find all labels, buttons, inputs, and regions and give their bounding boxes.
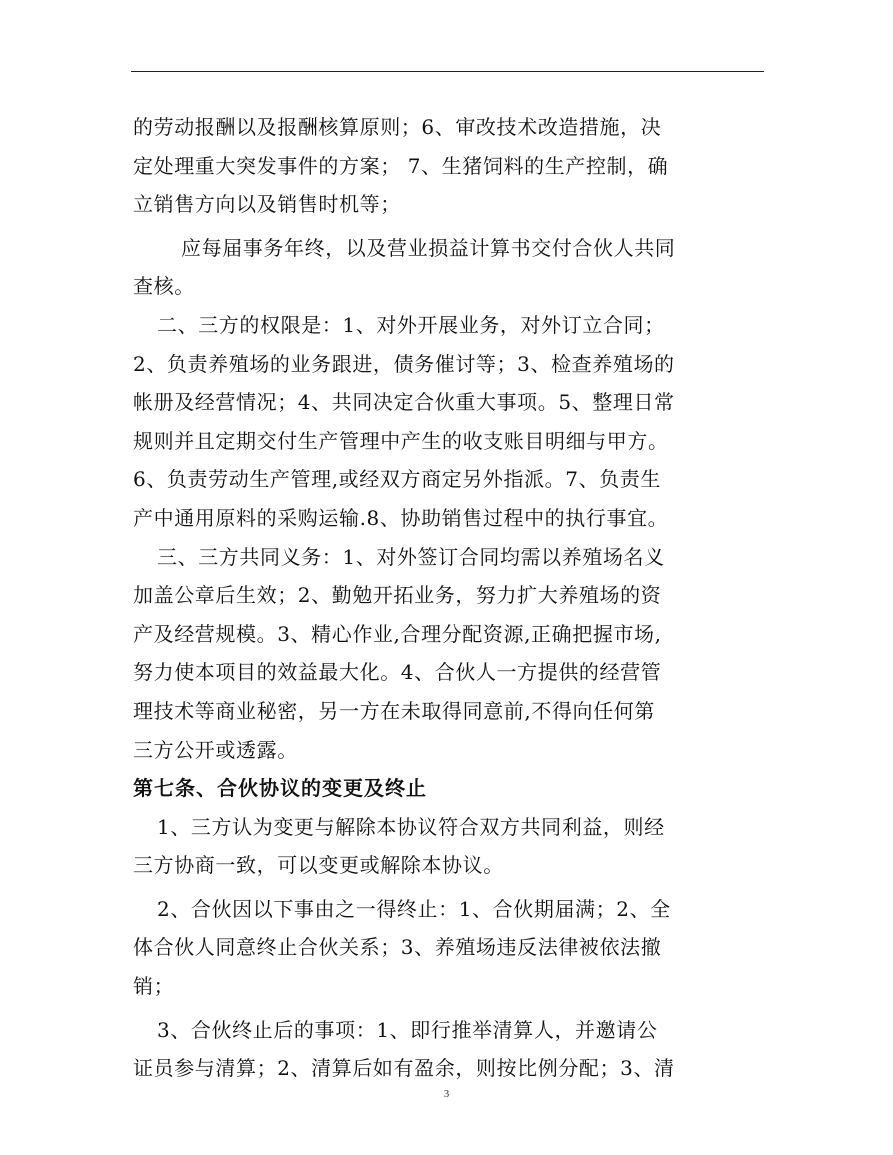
- text-line: 三方公开或透露。: [133, 737, 298, 762]
- paragraph-start: 应每届事务年终，以及营业损益计算书交付合伙人共同: [181, 235, 676, 260]
- text-line: 体合伙人同意终止合伙关系；3、养殖场违反法律被依法撤: [133, 935, 662, 960]
- text-line: 帐册及经营情况；4、共同决定合伙重大事项。5、整理日常: [133, 390, 675, 415]
- paragraph-start: 3、合伙终止后的事项：1、即行推举清算人，并邀请公: [157, 1017, 658, 1042]
- paragraph-start: 二、三方的权限是：1、对外开展业务，对外订立合同；: [157, 312, 665, 337]
- text-line: 证员参与清算；2、清算后如有盈余，则按比例分配；3、清: [133, 1056, 675, 1081]
- text-line: 努力使本项目的效益最大化。4、合伙人一方提供的经营管: [133, 660, 662, 685]
- text-line: 的劳动报酬以及报酬核算原则；6、审改技术改造措施，决: [133, 115, 662, 139]
- text-line: 加盖公章后生效；2、勤勉开拓业务，努力扩大养殖场的资: [133, 583, 662, 608]
- text-line: 产中通用原料的采购运输.8、协助销售过程中的执行事宜。: [133, 505, 669, 530]
- paragraph-start: 1、三方认为变更与解除本协议符合双方共同利益，则经: [157, 814, 665, 839]
- paragraph-start: 2、合伙因以下事由之一得终止：1、合伙期届满；2、全: [157, 896, 671, 921]
- text-line: 6、负责劳动生产管理,或经双方商定另外指派。7、负责生: [133, 467, 662, 492]
- text-line: 理技术等商业秘密，另一方在未取得同意前,不得向任何第: [133, 698, 655, 723]
- text-line: 销；: [133, 974, 175, 999]
- header-rule: [131, 71, 764, 72]
- text-line: 三方协商一致，可以变更或解除本协议。: [133, 853, 504, 878]
- body-text: [133, 108, 758, 1088]
- text-line: 规则并且定期交付生产管理中产生的收支账目明细与甲方。: [133, 428, 669, 453]
- text-line: 立销售方向以及销售时机等；: [133, 192, 401, 217]
- paragraph-start: 三、三方共同义务：1、对外签订合同均需以养殖场名义: [157, 544, 665, 569]
- text-line: 2、负责养殖场的业务跟进，债务催讨等；3、检查养殖场的: [133, 351, 675, 376]
- page-number: 3: [443, 1088, 450, 1100]
- text-line: 定处理重大突发事件的方案； 7、生猪饲料的生产控制，确: [133, 153, 669, 178]
- section-heading: 第七条、合伙协议的变更及终止: [133, 776, 427, 801]
- text-line: 查核。: [133, 274, 195, 299]
- text-line: 产及经营规模。3、精心作业,合理分配资源,正确把握市场,: [133, 621, 662, 646]
